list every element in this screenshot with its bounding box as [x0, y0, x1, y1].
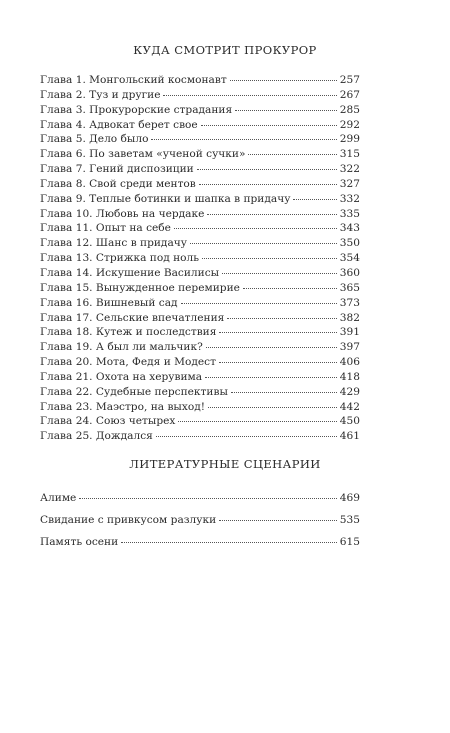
toc-entry-page: 373: [339, 296, 360, 309]
toc-entry-title: Глава 16. Вишневый сад: [40, 296, 178, 309]
toc-entry: [40, 296, 360, 311]
toc-entry-page: 257: [339, 74, 360, 86]
toc-entry-page: 418: [339, 370, 360, 383]
toc-entry-title: Глава 14. Искушение Василисы: [40, 266, 220, 279]
toc-entry-title: Свидание с привкусом разлуки: [40, 514, 217, 526]
toc-entry: [40, 355, 360, 370]
toc-entry-page: 397: [339, 341, 360, 354]
toc-entry-title: Глава 13. Стрижка под ноль: [40, 252, 200, 265]
dot-leader: [219, 520, 337, 521]
toc-entry-title: Глава 24. Союз четырех: [40, 415, 176, 428]
toc-entry: [40, 118, 360, 133]
toc-entry: [40, 325, 360, 340]
toc-entry-title: Глава 23. Маэстро, на выход!: [40, 400, 205, 413]
dot-leader: [121, 542, 337, 543]
toc-list-section2: [40, 487, 360, 553]
toc-entry-page: 461: [339, 430, 360, 443]
toc-entry: [40, 103, 360, 118]
toc-entry-title: Глава 19. А был ли мальчик?: [40, 341, 203, 354]
dot-leader: [163, 95, 336, 96]
toc-entry-page: 450: [339, 415, 360, 428]
dot-leader: [219, 332, 336, 333]
dot-leader: [227, 318, 336, 319]
toc-entry-title: Глава 1. Монгольский космонавт: [40, 74, 227, 86]
toc-entry: [40, 385, 360, 400]
toc-entry: [40, 531, 360, 553]
toc-entry-title: Глава 20. Мота, Федя и Модест: [40, 356, 216, 369]
toc-entry: [40, 340, 360, 355]
toc-entry-page: 299: [339, 133, 360, 146]
toc-entry-page: 322: [339, 163, 360, 176]
toc-entry-page: 615: [339, 536, 360, 548]
dot-leader: [243, 288, 337, 289]
toc-entry: [40, 281, 360, 296]
toc-entry: [40, 207, 360, 222]
toc-entry-title: Глава 4. Адвокат берет свое: [40, 118, 198, 131]
toc-entry-page: 315: [339, 148, 360, 161]
dot-leader: [219, 362, 337, 363]
toc-entry-page: 335: [339, 207, 360, 220]
toc-entry-title: Глава 18. Кутеж и последствия: [40, 326, 217, 339]
toc-entry-title: Глава 15. Вынужденное перемирие: [40, 281, 240, 294]
dot-leader: [201, 125, 337, 126]
toc-entry-title: Глава 7. Гений диспозиции: [40, 163, 194, 176]
toc-entry: [40, 414, 360, 429]
toc-entry-page: 267: [339, 88, 360, 101]
toc-entry-title: Алиме: [40, 492, 77, 504]
toc-entry-page: 469: [339, 492, 360, 504]
toc-entry-title: Глава 5. Дело было: [40, 133, 149, 146]
toc-entry-title: Глава 2. Туз и другие: [40, 88, 161, 101]
toc-entry-page: 360: [339, 266, 360, 279]
toc-entry: [40, 88, 360, 103]
dot-leader: [174, 228, 337, 229]
dot-leader: [248, 154, 336, 155]
dot-leader: [202, 258, 337, 259]
toc-entry-title: Глава 3. Прокурорские страдания: [40, 103, 233, 116]
toc-entry-page: 350: [339, 237, 360, 250]
toc-entry-title: Глава 22. Судебные перспективы: [40, 385, 228, 398]
toc-entry: [40, 192, 360, 207]
section-title: ЛИТЕРАТУРНЫЕ СЦЕНАРИИ: [129, 457, 321, 471]
toc-entry-title: Глава 9. Теплые ботинки и шапка в придачу: [40, 192, 291, 205]
toc-entry-page: 406: [339, 356, 360, 369]
dot-leader: [222, 273, 337, 274]
dot-leader: [156, 436, 337, 437]
dot-leader: [206, 347, 337, 348]
toc-entry-page: 365: [339, 281, 360, 294]
toc-entry-title: Глава 17. Сельские впечатления: [40, 311, 225, 324]
toc-entry: [40, 236, 360, 251]
toc-entry-title: Глава 11. Опыт на себе: [40, 222, 171, 235]
toc-entry-title: Глава 25. Дождался: [40, 430, 153, 443]
toc-entry-page: 332: [339, 192, 360, 205]
toc-list-section1: [40, 73, 360, 444]
toc-entry-page: 343: [339, 222, 360, 235]
dot-leader: [181, 303, 337, 304]
toc-entry-page: 354: [339, 252, 360, 265]
toc-entry-page: 285: [339, 103, 360, 116]
toc-entry: [40, 177, 360, 192]
toc-entry-page: 391: [339, 326, 360, 339]
dot-leader: [293, 199, 336, 200]
dot-leader: [151, 139, 336, 140]
dot-leader: [178, 421, 336, 422]
toc-entry: [40, 429, 360, 444]
toc-entry-title: Глава 21. Охота на херувима: [40, 370, 203, 383]
dot-leader: [190, 243, 337, 244]
toc-entry: [40, 132, 360, 147]
toc-entry: [40, 251, 360, 266]
toc-entry: [40, 509, 360, 531]
dot-leader: [199, 184, 337, 185]
dot-leader: [205, 377, 337, 378]
dot-leader: [207, 214, 336, 215]
toc-entry-page: 327: [339, 177, 360, 190]
toc-entry-title: Глава 10. Любовь на чердаке: [40, 207, 205, 220]
toc-entry: [40, 221, 360, 236]
toc-entry-title: Глава 12. Шанс в придачу: [40, 237, 187, 250]
toc-entry-page: 535: [339, 514, 360, 526]
toc-entry: [40, 162, 360, 177]
toc-entry: [40, 147, 360, 162]
toc-entry-title: Глава 8. Свой среди ментов: [40, 177, 196, 190]
toc-entry: [40, 370, 360, 385]
toc-entry-page: 382: [339, 311, 360, 324]
section-title: КУДА СМОТРИТ ПРОКУРОР: [133, 43, 317, 57]
toc-entry-title: Глава 6. По заветам «ученой сучки»: [40, 148, 246, 161]
dot-leader: [197, 169, 337, 170]
toc-entry: [40, 311, 360, 326]
toc-entry-page: 429: [339, 385, 360, 398]
toc-entry: [40, 266, 360, 281]
toc-entry: [40, 487, 360, 509]
dot-leader: [230, 80, 337, 81]
dot-leader: [231, 392, 337, 393]
dot-leader: [235, 110, 337, 111]
toc-entry-page: 442: [339, 400, 360, 413]
toc-entry: [40, 400, 360, 415]
toc-entry: [40, 73, 360, 88]
toc-entry-title: Память осени: [40, 536, 119, 548]
toc-entry-page: 292: [339, 118, 360, 131]
dot-leader: [79, 498, 336, 499]
dot-leader: [208, 407, 337, 408]
